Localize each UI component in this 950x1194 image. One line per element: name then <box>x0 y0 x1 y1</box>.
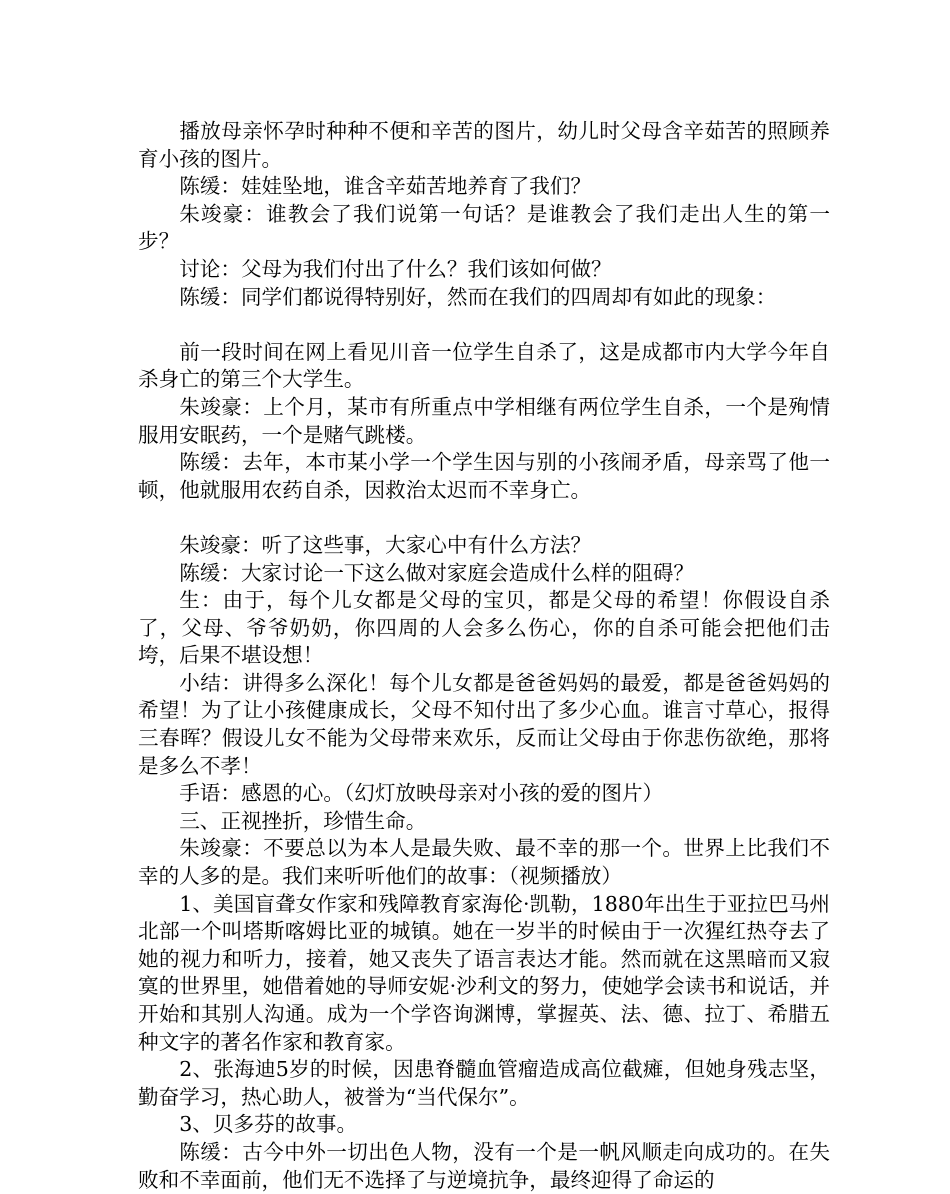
paragraph: 前一段时间在网上看见川音一位学生自杀了，这是成都市内大学今年自杀身亡的第三个大学生。 <box>138 339 830 392</box>
paragraph: 手语：感恩的心。（幻灯放映母亲对小孩的爱的图片） <box>179 781 664 806</box>
paragraph: 3、贝多芬的故事。 <box>179 1112 358 1137</box>
paragraph: 陈缓：同学们都说得特别好，然而在我们的四周却有如此的现象： <box>179 284 777 309</box>
paragraph: 播放母亲怀孕时种种不便和辛苦的图片，幼儿时父母含辛茹苦的照顾养育小孩的图片。 <box>138 119 830 171</box>
paragraph: 陈缓：古今中外一切出色人物，没有一个是一帆风顺走向成功的。在失败和不幸面前，他们无不选择了与逆境抗争，最终迎得了命运的 <box>138 1139 830 1192</box>
paragraph: 陈缓：去年，本市某小学一个学生因与别的小孩闹矛盾，母亲骂了他一顿，他就服用农药自杀，因救治太迟而不幸身亡。 <box>138 450 830 502</box>
paragraph: 陈缓：娃娃坠地，谁含辛茹苦地养育了我们？ <box>179 174 592 199</box>
paragraph: 朱竣豪：谁教会了我们说第一句话？是谁教会了我们走出人生的第一步？ <box>138 201 830 254</box>
paragraph: 朱竣豪：上个月，某市有所重点中学相继有两位学生自杀，一个是殉情服用安眠药，一个是赌气跳楼。 <box>138 394 830 447</box>
paragraph: 1、美国盲聋女作家和残障教育家海伦·凯勒，1880年出生于亚拉巴马州北部一个叫塔斯喀姆比亚的城镇。她在一岁半的时候由于一次猩红热夺去了她的视力和听力，接着，她又丧失了语言表达才能。然而就在这黑暗而又寂寞的世界里，她借着她的导师安妮·沙利文的努力，使她学会读书和说话，并开始和其别人沟通。成为一个学咨询渊博，掌握英、法、德、拉丁、希腊五种文字的著名作家和教育家。 <box>138 891 830 1054</box>
paragraph: 2、张海迪5岁的时候，因患脊髓血管瘤造成高位截瘫，但她身残志坚，勤奋学习，热心助人，被誉为“当代保尔”。 <box>138 1057 830 1109</box>
paragraph: 朱竣豪：不要总以为本人是最失败、最不幸的那一个。世界上比我们不幸的人多的是。我们来听听他们的故事：（视频播放） <box>138 836 830 889</box>
paragraph: 三、正视挫折，珍惜生命。 <box>179 808 427 833</box>
paragraph: 讨论：父母为我们付出了什么？我们该如何做？ <box>179 256 612 281</box>
blank-line <box>138 311 830 339</box>
paragraph: 生：由于，每个儿女都是父母的宝贝，都是父母的希望！你假设自杀了，父母、爷爷奶奶，你四周的人会多么伤心，你的自杀可能会把他们击垮，后果不堪设想！ <box>138 588 830 668</box>
document-page <box>138 118 830 1194</box>
paragraph: 陈缓：大家讨论一下这么做对家庭会造成什么样的阻碍？ <box>179 560 695 585</box>
paragraph: 朱竣豪：听了这些事，大家心中有什么方法？ <box>179 532 592 557</box>
blank-line <box>138 504 830 532</box>
paragraph: 小结：讲得多么深化！每个儿女都是爸爸妈妈的最爱，都是爸爸妈妈的希望！为了让小孩健康成长，父母不知付出了多少心血。谁言寸草心，报得三春晖？假设儿女不能为父母带来欢乐，反而让父母由于你悲伤欲绝，那将是多么不孝！ <box>138 670 830 778</box>
